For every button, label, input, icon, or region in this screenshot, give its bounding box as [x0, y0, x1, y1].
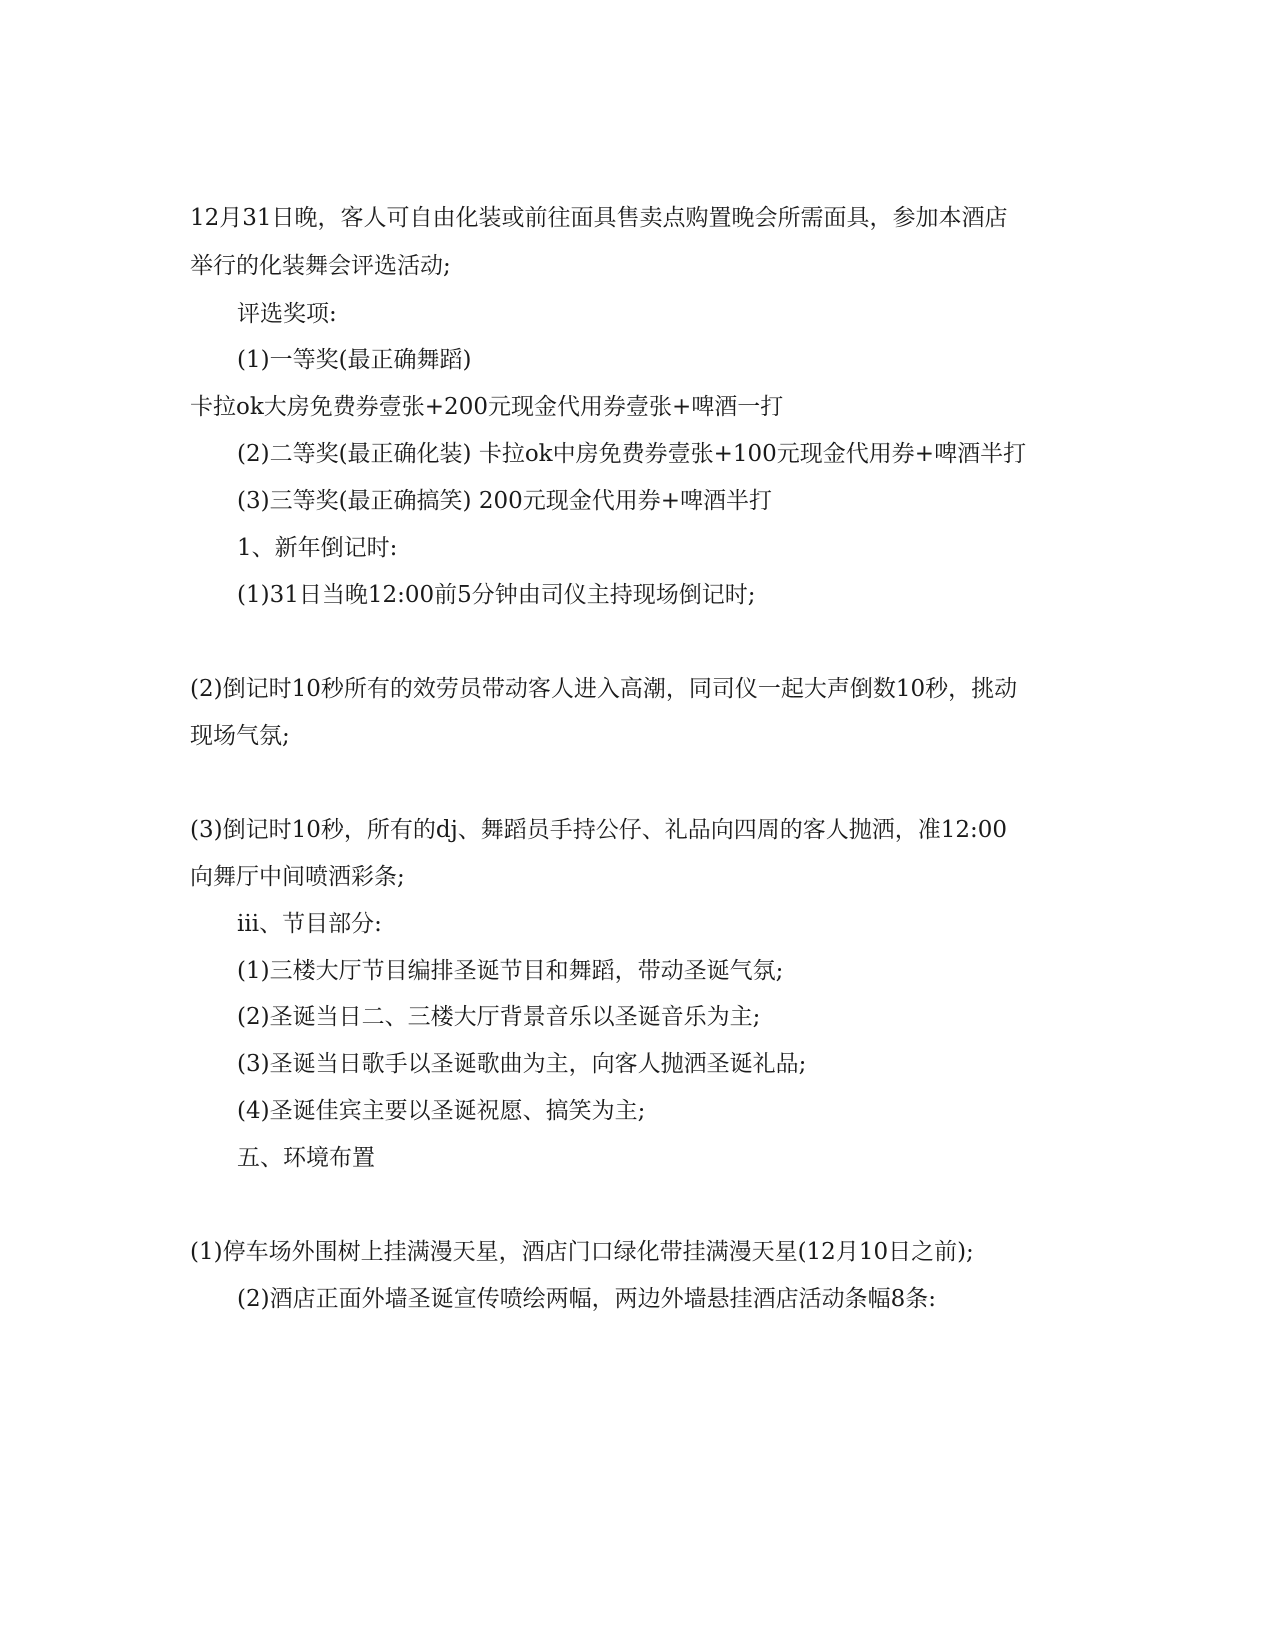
list-item: (2)圣诞当日二、三楼大厅背景音乐以圣诞音乐为主;	[237, 1004, 761, 1030]
section-heading: ⅲ、节目部分:	[237, 911, 382, 937]
paragraph-line: 向舞厅中间喷洒彩条;	[190, 864, 405, 890]
list-item: (2)酒店正面外墙圣诞宣传喷绘两幅，两边外墙悬挂酒店活动条幅8条:	[237, 1286, 936, 1312]
list-item: (1)停车场外围树上挂满漫天星，酒店门口绿化带挂满漫天星(12月10日之前);	[190, 1239, 974, 1265]
paragraph-line: 现场气氛;	[190, 723, 290, 749]
list-item: (3)圣诞当日歌手以圣诞歌曲为主，向客人抛洒圣诞礼品;	[237, 1051, 807, 1077]
paragraph-line: 12月31日晚，客人可自由化装或前往面具售卖点购置晚会所需面具，参加本酒店	[190, 205, 1008, 231]
list-item: (3)倒记时10秒，所有的dj、舞蹈员手持公仔、礼品向四周的客人抛洒，准12:00	[190, 817, 1007, 843]
paragraph-line: 卡拉ok大房免费券壹张+200元现金代用券壹张+啤酒一打	[190, 394, 784, 420]
list-item: (2)倒记时10秒所有的效劳员带动客人进入高潮，同司仪一起大声倒数10秒，挑动	[190, 676, 1018, 702]
section-heading: 五、环境布置	[237, 1145, 375, 1171]
paragraph-line: 举行的化装舞会评选活动;	[190, 253, 451, 279]
list-item: (4)圣诞佳宾主要以圣诞祝愿、搞笑为主;	[237, 1098, 646, 1124]
list-item: (1)31日当晚12:00前5分钟由司仪主持现场倒记时;	[237, 582, 756, 608]
section-heading: 评选奖项:	[237, 301, 337, 327]
list-item: (1)一等奖(最正确舞蹈)	[237, 347, 472, 373]
list-item: (2)二等奖(最正确化装) 卡拉ok中房免费券壹张+100元现金代用券+啤酒半打	[237, 441, 1027, 467]
section-heading: 1、新年倒记时:	[237, 535, 398, 561]
list-item: (1)三楼大厅节目编排圣诞节目和舞蹈，带动圣诞气氛;	[237, 958, 784, 984]
list-item: (3)三等奖(最正确搞笑) 200元现金代用券+啤酒半打	[237, 488, 773, 514]
